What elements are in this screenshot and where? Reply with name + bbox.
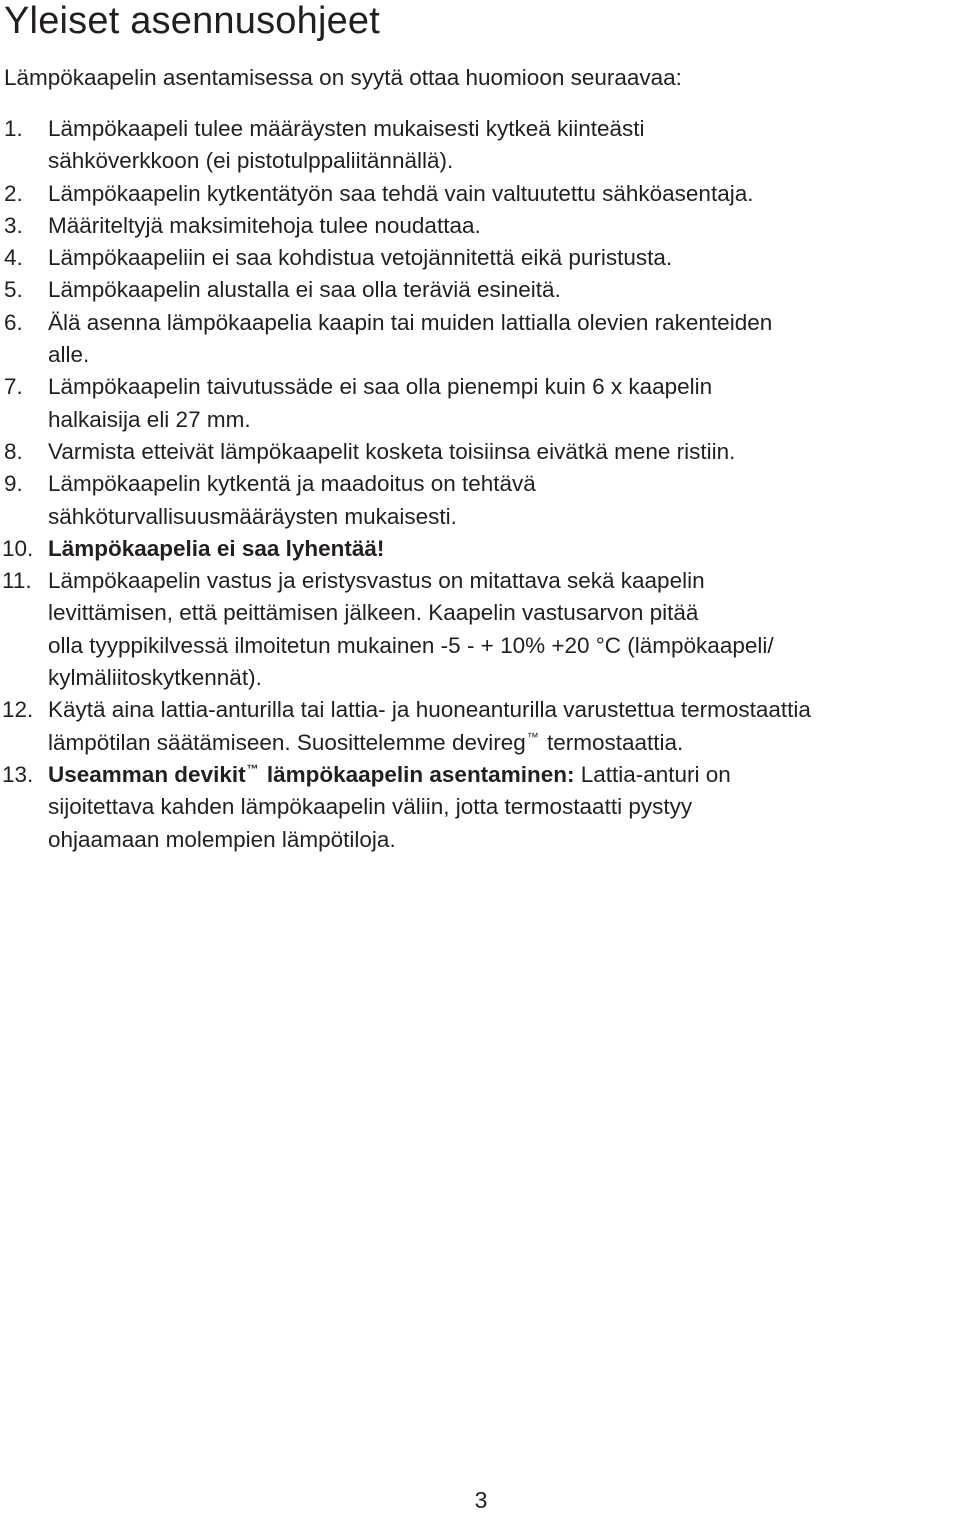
item-text-line: Lämpökaapelin taivutussäde ei saa olla pienempi kuin 6 x kaapelin (48, 374, 713, 400)
item-text-line: alle. (48, 342, 90, 368)
item-number: 7. (4, 374, 23, 400)
item-text-line: kylmäliitoskytkennät). (48, 665, 262, 691)
page-number: 3 (474, 1487, 488, 1513)
trademark-symbol: ™ (246, 761, 259, 776)
list-item-11 (0, 565, 960, 694)
item-text-line (48, 727, 960, 759)
item-text-line: Lämpökaapeli tulee määräysten mukaisesti kytkeä kiinteästi (48, 116, 645, 141)
list-item-3 (0, 210, 960, 242)
item-number: 6. (4, 309, 23, 335)
list-item-5 (0, 274, 960, 306)
item-text-line: olla tyyppikilvessä ilmoitetun mukainen -5 - + 10% +20 °C (lämpökaapeli/ (48, 632, 774, 658)
list-item-6 (0, 307, 960, 372)
item-text-line: Lämpökaapelin vastus ja eristysvastus on mitattava sekä kaapelin (48, 568, 705, 594)
item-number: 11. (2, 568, 32, 594)
item-text-line: sähköverkkoon (ei pistotulppaliitännällä). (48, 148, 454, 174)
item-text-line (48, 759, 960, 791)
intro-text: Lämpökaapelin asentamisessa on syytä ottaa huomioon seuraavaa: (4, 65, 682, 90)
item-number: 3. (4, 212, 23, 238)
item-number: 1. (4, 116, 23, 141)
list-item-7 (0, 371, 960, 436)
item-text-segment: termostaattia. (540, 729, 684, 755)
item-number: 13. (2, 761, 34, 787)
list-item-13 (0, 759, 960, 856)
trademark-symbol: ™ (526, 729, 539, 744)
list-item-8 (0, 436, 960, 468)
list-item-12 (0, 694, 960, 759)
item-number: 9. (4, 471, 23, 497)
item-text-bold: Lämpökaapelia ei saa lyhentää! (48, 535, 385, 561)
list-item-10 (0, 533, 960, 565)
list-item-9 (0, 468, 960, 533)
item-number: 12. (2, 697, 34, 723)
item-text-line: Älä asenna lämpökaapelia kaapin tai muiden lattialla olevien rakenteiden (48, 309, 773, 335)
item-text-line: Käytä aina lattia-anturilla tai lattia- ja huoneanturilla varustettua termostaattia (48, 697, 811, 723)
item-heading-bold: Useamman devikit (48, 761, 246, 787)
item-text-segment: Lattia-anturi on (574, 761, 731, 787)
item-text-line: Määriteltyjä maksimitehoja tulee noudattaa. (48, 212, 481, 238)
item-text-line: Varmista etteivät lämpökaapelit kosketa toisiinsa eivätkä mene ristiin. (48, 438, 736, 464)
item-number: 4. (4, 245, 23, 271)
page-title: Yleiset asennusohjeet (4, 0, 381, 42)
item-text-line: Lämpökaapelin alustalla ei saa olla teräviä esineitä. (48, 277, 561, 303)
instruction-list (0, 113, 960, 856)
item-text-line: Lämpökaapelin kytkentätyön saa tehdä vain valtuutettu sähköasentaja. (48, 180, 754, 206)
list-item-1 (0, 113, 960, 178)
item-text-line: ohjaamaan molempien lämpötiloja. (48, 826, 396, 852)
item-text-line: halkaisija eli 27 mm. (48, 406, 251, 432)
item-text-line: sijoitettava kahden lämpökaapelin väliin, jotta termostaatti pystyy (48, 794, 693, 820)
item-text-line: sähköturvallisuusmääräysten mukaisesti. (48, 503, 457, 529)
list-item-2 (0, 178, 960, 210)
item-number: 8. (4, 438, 23, 464)
item-text-line: Lämpökaapelin kytkentä ja maadoitus on tehtävä (48, 471, 536, 497)
item-text-line: Lämpökaapeliin ei saa kohdistua vetojännitettä eikä puristusta. (48, 245, 673, 271)
item-text-line: levittämisen, että peittämisen jälkeen. Kaapelin vastusarvon pitää (48, 600, 699, 626)
item-text-segment: lämpötilan säätämiseen. Suosittelemme devireg (48, 729, 526, 755)
list-item-4 (0, 242, 960, 274)
item-heading-bold: lämpökaapelin asentaminen: (260, 761, 575, 787)
item-number: 5. (4, 277, 23, 303)
item-number: 10. (2, 535, 34, 561)
item-number: 2. (4, 180, 23, 206)
